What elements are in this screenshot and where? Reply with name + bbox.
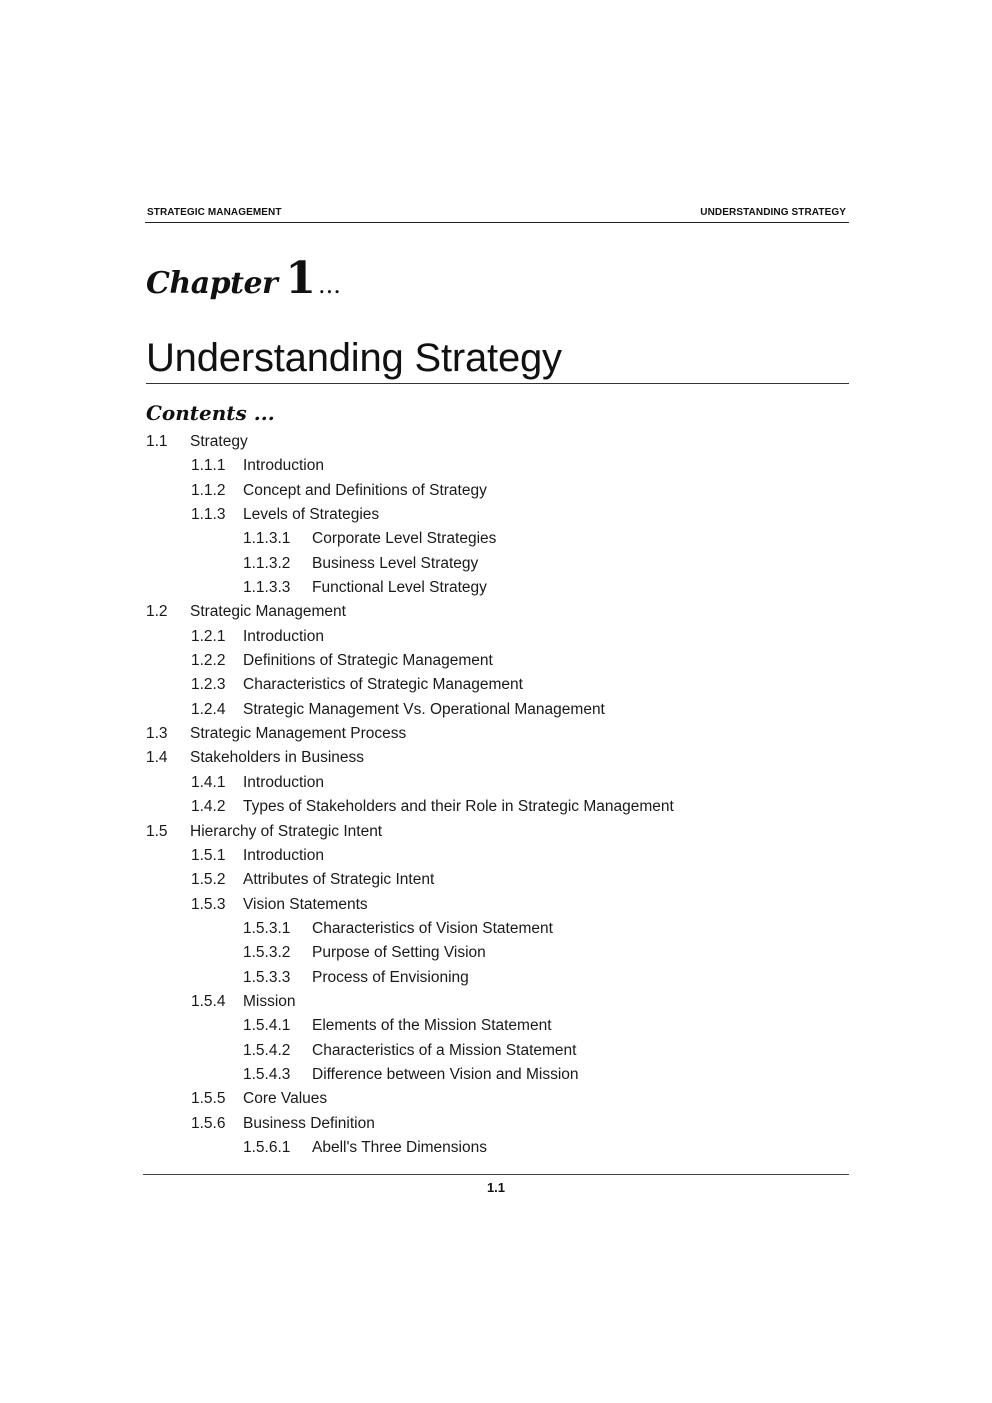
toc-entry bbox=[146, 820, 846, 844]
toc-entry-number: 1.5.4.1 bbox=[243, 1017, 291, 1035]
header-chapter-title: UNDERSTANDING STRATEGY bbox=[700, 207, 846, 218]
toc-entry-title: Purpose of Setting Vision bbox=[312, 944, 486, 962]
toc-entry-title: Core Values bbox=[243, 1090, 328, 1108]
toc-entry bbox=[146, 722, 846, 746]
toc-entry-number: 1.5.4.2 bbox=[243, 1041, 291, 1059]
toc-entry-title: Strategic Management Vs. Operational Management bbox=[243, 700, 605, 718]
toc-entry-title: Attributes of Strategic Intent bbox=[243, 871, 435, 889]
toc-entry-title: Characteristics of Strategic Management bbox=[243, 676, 523, 694]
toc-entry-title: Introduction bbox=[243, 846, 324, 864]
toc-entry-number: 1.5.4 bbox=[191, 992, 226, 1010]
toc-entry-title: Strategy bbox=[190, 433, 248, 450]
running-header bbox=[145, 205, 849, 223]
toc-entry bbox=[146, 795, 846, 819]
toc-entry bbox=[146, 966, 846, 990]
toc-entry bbox=[146, 673, 846, 697]
chapter-dots: ... bbox=[317, 271, 341, 299]
toc-entry-title: Levels of Strategies bbox=[243, 506, 380, 524]
toc-entry-title: Abell's Three Dimensions bbox=[312, 1138, 487, 1156]
toc-entry-number: 1.5.6 bbox=[191, 1114, 226, 1132]
toc-entry bbox=[146, 1136, 846, 1160]
chapter-word: Chapter bbox=[146, 266, 278, 301]
toc-entry bbox=[146, 990, 846, 1014]
contents-heading: Contents ... bbox=[146, 401, 275, 425]
toc-entry bbox=[146, 454, 846, 478]
toc-entry bbox=[146, 1039, 846, 1063]
toc-entry bbox=[146, 868, 846, 892]
toc-entry-title: Introduction bbox=[243, 627, 324, 645]
toc-entry-number: 1.1 bbox=[146, 433, 168, 450]
toc-entry-title: Corporate Level Strategies bbox=[312, 530, 497, 548]
toc-entry bbox=[146, 746, 846, 770]
toc-entry bbox=[146, 430, 846, 454]
toc-entry-number: 1.2.3 bbox=[191, 676, 226, 694]
toc-entry-number: 1.5.1 bbox=[191, 846, 226, 864]
toc-entry-number: 1.1.3.1 bbox=[243, 530, 291, 548]
toc-entry-title: Process of Envisioning bbox=[312, 968, 469, 986]
toc-entry bbox=[146, 479, 846, 503]
header-book-title: STRATEGIC MANAGEMENT bbox=[147, 207, 282, 218]
toc-entry-number: 1.5.3.3 bbox=[243, 968, 291, 986]
toc-entry-number: 1.5.3.1 bbox=[243, 919, 291, 937]
toc-entry-title: Definitions of Strategic Management bbox=[243, 652, 493, 670]
page-number: 1.1 bbox=[486, 1180, 506, 1195]
toc-entry-title: Business Level Strategy bbox=[312, 554, 479, 572]
footer-rule bbox=[143, 1174, 849, 1175]
toc-entry-number: 1.1.2 bbox=[191, 481, 226, 499]
toc-entry bbox=[146, 1087, 846, 1111]
toc-entry-title: Mission bbox=[243, 992, 296, 1010]
toc-entry-title: Characteristics of Vision Statement bbox=[312, 919, 553, 937]
toc-entry-title: Strategic Management Process bbox=[190, 725, 407, 743]
toc-entry-number: 1.2.2 bbox=[191, 652, 226, 670]
toc-entry-number: 1.1.3 bbox=[191, 506, 226, 524]
toc-entry-title: Concept and Definitions of Strategy bbox=[243, 481, 487, 499]
toc-entry bbox=[146, 698, 846, 722]
toc-entry bbox=[146, 552, 846, 576]
toc-entry-number: 1.1.3.3 bbox=[243, 579, 291, 597]
toc-entry-number: 1.2.1 bbox=[191, 627, 226, 645]
toc-entry-number: 1.5.6.1 bbox=[243, 1138, 291, 1156]
toc-entry-number: 1.3 bbox=[146, 725, 168, 743]
table-of-contents bbox=[146, 430, 846, 1160]
toc-entry bbox=[146, 1063, 846, 1087]
toc-entry bbox=[146, 917, 846, 941]
toc-entry-number: 1.2 bbox=[146, 603, 168, 621]
toc-entry bbox=[146, 844, 846, 868]
toc-entry bbox=[146, 625, 846, 649]
chapter-number: 1 bbox=[285, 253, 316, 304]
toc-entry-number: 1.5.3.2 bbox=[243, 944, 291, 962]
toc-entry bbox=[146, 503, 846, 527]
toc-entry-title: Strategic Management bbox=[190, 603, 346, 621]
toc-entry-number: 1.5 bbox=[146, 822, 168, 840]
toc-entry-title: Introduction bbox=[243, 773, 324, 791]
toc-entry-number: 1.4.1 bbox=[191, 773, 226, 791]
toc-entry-number: 1.5.4.3 bbox=[243, 1065, 291, 1083]
toc-entry-title: Characteristics of a Mission Statement bbox=[312, 1041, 577, 1059]
toc-entry-number: 1.4.2 bbox=[191, 798, 226, 816]
chapter-label bbox=[146, 253, 341, 313]
toc-entry-title: Stakeholders in Business bbox=[190, 749, 365, 767]
toc-entry bbox=[146, 649, 846, 673]
toc-entry-title: Difference between Vision and Mission bbox=[312, 1065, 579, 1083]
toc-entry-number: 1.1.3.2 bbox=[243, 554, 291, 572]
toc-entry-title: Elements of the Mission Statement bbox=[312, 1017, 552, 1035]
toc-entry bbox=[146, 771, 846, 795]
toc-entry-title: Functional Level Strategy bbox=[312, 579, 487, 597]
toc-entry-title: Hierarchy of Strategic Intent bbox=[190, 822, 383, 840]
toc-entry-title: Business Definition bbox=[243, 1114, 375, 1132]
toc-entry bbox=[146, 576, 846, 600]
toc-entry bbox=[146, 941, 846, 965]
toc-entry-title: Types of Stakeholders and their Role in Strategic Management bbox=[243, 798, 674, 816]
toc-entry bbox=[146, 893, 846, 917]
toc-entry bbox=[146, 1112, 846, 1136]
toc-entry-title: Introduction bbox=[243, 457, 324, 475]
toc-entry-title: Vision Statements bbox=[243, 895, 368, 913]
toc-entry-number: 1.5.5 bbox=[191, 1090, 226, 1108]
toc-entry-number: 1.5.2 bbox=[191, 871, 226, 889]
toc-entry bbox=[146, 600, 846, 624]
toc-entry-number: 1.2.4 bbox=[191, 700, 226, 718]
toc-entry bbox=[146, 527, 846, 551]
toc-entry-number: 1.1.1 bbox=[191, 457, 226, 475]
toc-entry-number: 1.5.3 bbox=[191, 895, 226, 913]
toc-entry-number: 1.4 bbox=[146, 749, 168, 767]
toc-entry bbox=[146, 1014, 846, 1038]
chapter-title: Understanding Strategy bbox=[146, 333, 849, 384]
